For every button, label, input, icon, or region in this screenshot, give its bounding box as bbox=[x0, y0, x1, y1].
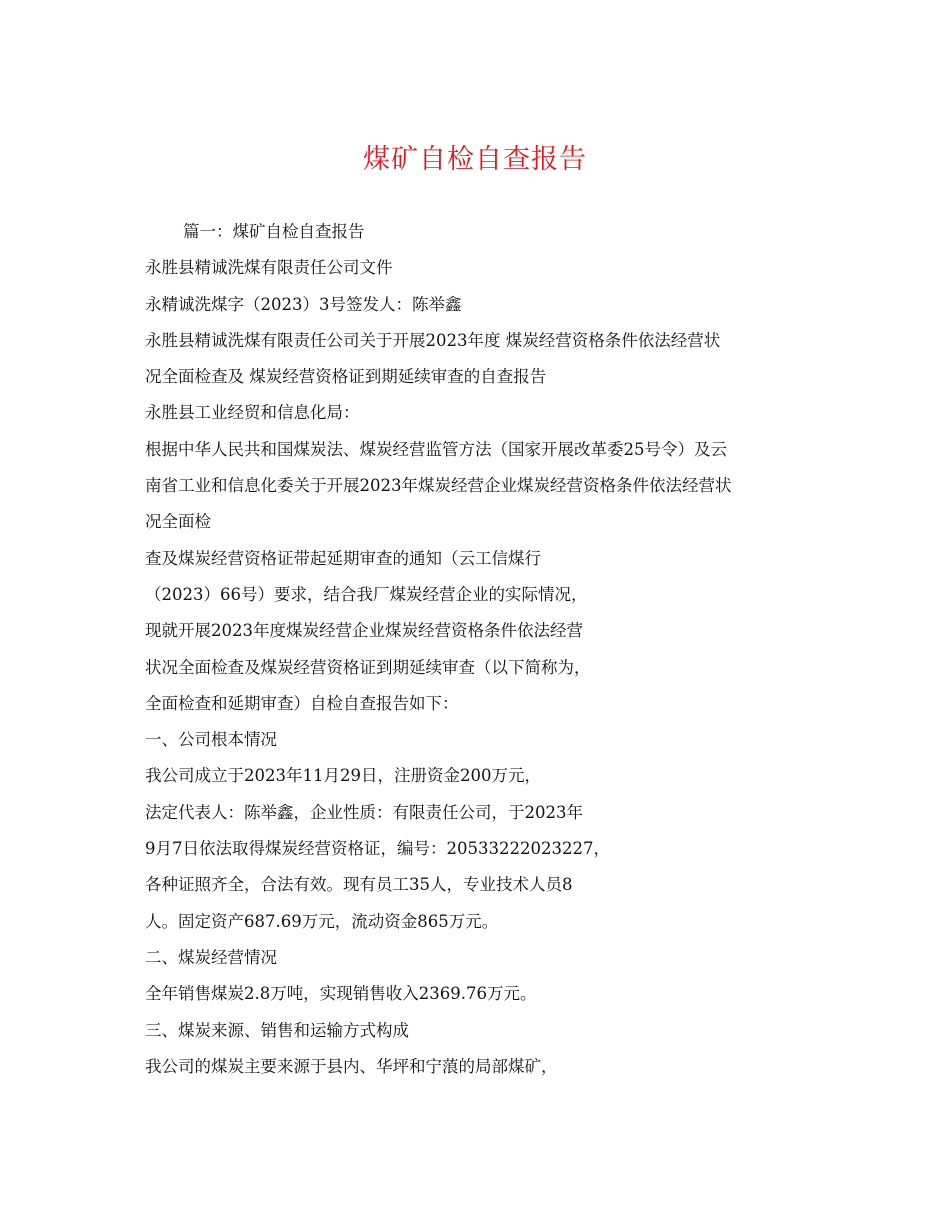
paragraph-line: 现就开展2023年度煤炭经营企业煤炭经营资格条件依法经营 bbox=[145, 621, 583, 641]
paragraph-line: 况全面检查及 煤炭经营资格证到期延续审查的自查报告 bbox=[145, 367, 547, 387]
document-body bbox=[145, 214, 825, 1085]
paragraph-line: 各种证照齐全，合法有效。现有员工35人，专业技术人员8 bbox=[145, 875, 573, 895]
paragraph-line: 我公司成立于2023年11月29日，注册资金200万元， bbox=[145, 766, 541, 786]
paragraph-line: 状况全面检查及煤炭经营资格证到期延续审查（以下简称为， bbox=[145, 657, 591, 677]
section-heading-line: 二、煤炭经营情况 bbox=[145, 947, 277, 967]
paragraph-line: 查及煤炭经营资格证带起延期审查的通知（云工信煤行 bbox=[145, 548, 541, 568]
paragraph-line: 9月7日依法取得煤炭经营资格证，编号：20533222023227， bbox=[145, 839, 610, 859]
paragraph-line: 我公司的煤炭主要来源于县内、华坪和宁蒗的局部煤矿， bbox=[145, 1056, 558, 1076]
paragraph-line: 永胜县精诚洗煤有限责任公司关于开展2023年度 煤炭经营资格条件依法经营状 bbox=[145, 330, 721, 350]
paragraph-line: 法定代表人：陈举鑫，企业性质：有限责任公司，于2023年 bbox=[145, 802, 583, 822]
paragraph-line: 人。固定资产687.69万元，流动资金865万元。 bbox=[145, 911, 499, 931]
paragraph-line: 永胜县工业经贸和信息化局： bbox=[145, 403, 360, 423]
paragraph-line: 全年销售煤炭2.8万吨，实现销售收入2369.76万元。 bbox=[145, 984, 537, 1004]
paragraph-line: 全面检查和延期审查）自检自查报告如下： bbox=[145, 693, 459, 713]
paragraph-line: 南省工业和信息化委关于开展2023年煤炭经营企业煤炭经营资格条件依法经营状 bbox=[145, 476, 732, 496]
paragraph-line: 永精诚洗煤字（2023）3号签发人：陈举鑫 bbox=[145, 294, 462, 314]
paragraph-line: 永胜县精诚洗煤有限责任公司文件 bbox=[145, 258, 393, 278]
paragraph-line: （2023）66号）要求，结合我厂煤炭经营企业的实际情况， bbox=[145, 584, 588, 604]
paragraph-line: 况全面检 bbox=[145, 512, 211, 532]
section-heading-line: 三、煤炭来源、销售和运输方式构成 bbox=[145, 1020, 409, 1040]
paragraph-line: 根据中华人民共和国煤炭法、煤炭经营监管方法（国家开展改革委25号令）及云 bbox=[145, 439, 727, 459]
document-title: 煤矿自检自查报告 bbox=[363, 144, 587, 175]
section-heading-line: 一、公司根本情况 bbox=[145, 730, 277, 750]
section-heading-line: 篇一：煤矿自检自查报告 bbox=[183, 222, 365, 241]
